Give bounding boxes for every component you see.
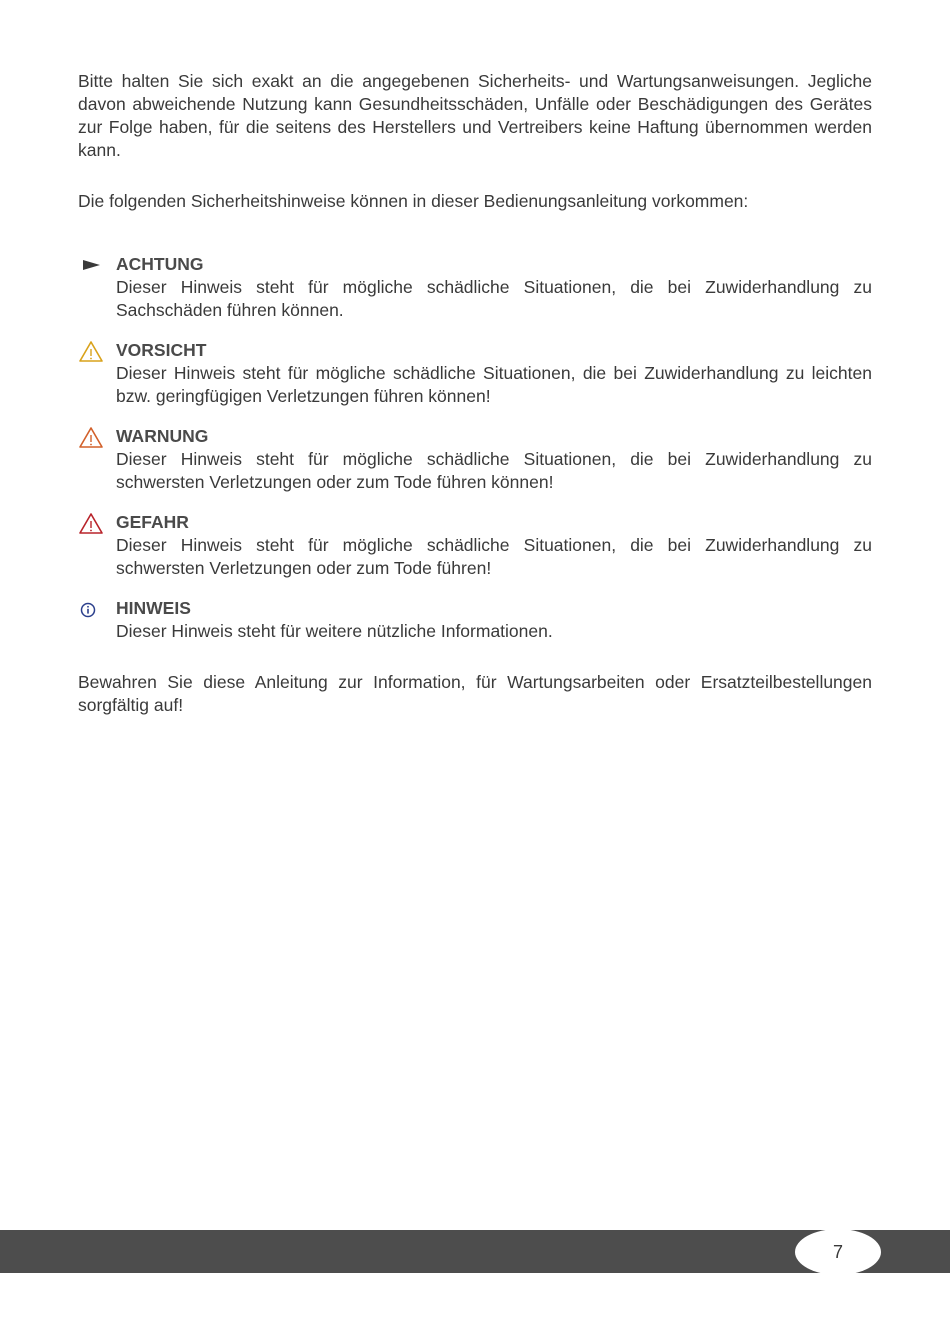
warning-triangle-icon (78, 426, 104, 448)
intro-paragraph: Bitte halten Sie sich exakt an die angegebenen Sicherheits- und Wartungsanweisungen. Jegliche davon abweichende Nutzung kann Gesundheitsschäden, Unfälle oder Beschädigungen des Gerätes zur Folge haben, für die seitens des Herstellers und Vertreibers keine Haftung übernommen werden kann. (78, 71, 872, 160)
notice-achtung (78, 253, 872, 322)
arrow-right-icon (78, 254, 104, 276)
notice-text: Dieser Hinweis steht für weitere nützliche Informationen. (116, 621, 553, 641)
safety-notice-list (78, 253, 872, 643)
notice-vorsicht (78, 339, 872, 408)
notice-title: VORSICHT (116, 340, 207, 360)
notice-text: Dieser Hinweis steht für mögliche schädliche Situationen, die bei Zuwiderhandlung zu leichten bzw. geringfügigen Verletzungen führen können! (116, 363, 872, 406)
notice-title: WARNUNG (116, 426, 209, 446)
page-number: 7 (795, 1229, 881, 1275)
lead-paragraph: Die folgenden Sicherheitshinweise können in dieser Bedienungsanleitung vorkommen: (78, 191, 749, 211)
info-icon (78, 598, 104, 620)
notice-text: Dieser Hinweis steht für mögliche schädliche Situationen, die bei Zuwiderhandlung zu schwersten Verletzungen oder zum Tode führen! (116, 535, 872, 578)
notice-gefahr (78, 511, 872, 580)
notice-title: GEFAHR (116, 512, 189, 532)
notice-title: HINWEIS (116, 598, 191, 618)
notice-hinweis (78, 597, 872, 643)
outro-paragraph: Bewahren Sie diese Anleitung zur Information, für Wartungsarbeiten oder Ersatzteilbestellungen sorgfältig auf! (78, 672, 872, 715)
notice-title: ACHTUNG (116, 254, 204, 274)
page-content (78, 70, 872, 717)
caution-triangle-icon (78, 340, 104, 362)
notice-text: Dieser Hinweis steht für mögliche schädliche Situationen, die bei Zuwiderhandlung zu schwersten Verletzungen oder zum Tode führen können! (116, 449, 872, 492)
notice-warnung (78, 425, 872, 494)
danger-triangle-icon (78, 512, 104, 534)
notice-text: Dieser Hinweis steht für mögliche schädliche Situationen, die bei Zuwiderhandlung zu Sachschäden führen können. (116, 277, 872, 320)
